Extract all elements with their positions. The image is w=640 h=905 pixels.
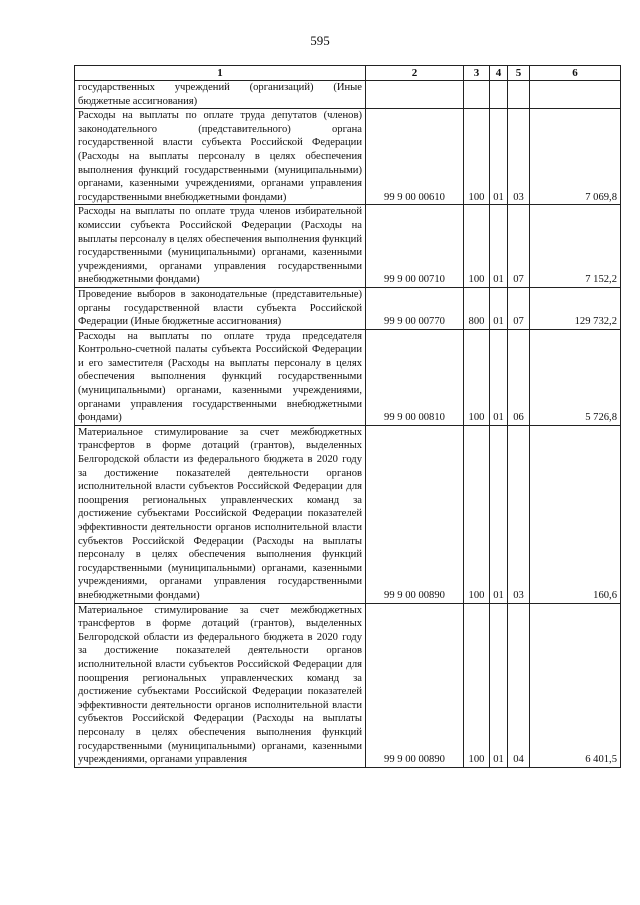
row-expense-type: 800 (464, 287, 490, 329)
column-header-4: 4 (490, 66, 508, 81)
row-section: 01 (490, 329, 508, 425)
budget-table (74, 65, 621, 768)
row-section: 01 (490, 603, 508, 767)
row-section (490, 81, 508, 109)
row-amount: 160,6 (530, 425, 621, 603)
row-subsection: 07 (508, 287, 530, 329)
row-expense-type: 100 (464, 329, 490, 425)
row-target-code: 99 9 00 00890 (366, 425, 464, 603)
row-section: 01 (490, 287, 508, 329)
table-row (75, 205, 621, 288)
row-target-code: 99 9 00 00810 (366, 329, 464, 425)
row-description: Расходы на выплаты по оплате труда председателя Контрольно-счетной палаты субъекта Российской Федерации и его заместителя (Расходы на выплаты персоналу в целях обеспечения выполнения функций государственными (муниципальными) органами, казенными учреждениями, органами управления государственными внебюджетными фондами) (75, 329, 366, 425)
table-row (75, 425, 621, 603)
row-amount (530, 81, 621, 109)
table-header-row (75, 66, 621, 81)
row-subsection: 04 (508, 603, 530, 767)
row-expense-type: 100 (464, 425, 490, 603)
table-row (75, 81, 621, 109)
row-amount: 7 152,2 (530, 205, 621, 288)
page-number: 595 (310, 33, 330, 48)
row-description: Материальное стимулирование за счет межбюджетных трансфертов в форме дотаций (грантов), выделенных Белгородской области из федерального бюджета в 2020 году за достижение показателей деятельности органов исполнительной власти субъектов Российской Федерации для поощрения региональных управленческих команд за достижение субъектами Российской Федерации показателей эффективности деятельности органов исполнительной власти субъектов Российской Федерации (Расходы на выплаты персоналу в целях обеспечения выполнения функций государственными (муниципальными) органами, казенными учреждениями, органами управления (75, 603, 366, 767)
row-subsection (508, 81, 530, 109)
column-header-5: 5 (508, 66, 530, 81)
row-expense-type: 100 (464, 205, 490, 288)
column-header-2: 2 (366, 66, 464, 81)
row-target-code: 99 9 00 00710 (366, 205, 464, 288)
row-description: Проведение выборов в законодательные (представительные) органы государственной власти субъекта Российской Федерации (Иные бюджетные ассигнования) (75, 287, 366, 329)
column-header-6: 6 (530, 66, 621, 81)
table-row (75, 603, 621, 767)
column-header-1: 1 (75, 66, 366, 81)
row-amount: 129 732,2 (530, 287, 621, 329)
row-subsection: 07 (508, 205, 530, 288)
row-subsection: 06 (508, 329, 530, 425)
row-section: 01 (490, 205, 508, 288)
column-header-3: 3 (464, 66, 490, 81)
table-row (75, 109, 621, 205)
row-subsection: 03 (508, 425, 530, 603)
row-description: Расходы на выплаты по оплате труда депутатов (членов) законодательного (представительного) органа государственной власти субъекта Российской Федерации (Расходы на выплаты персоналу в целях обеспечения выполнения функций государственными (муниципальными) органами, казенными учреждениями, органами управления государственными внебюджетными фондами) (75, 109, 366, 205)
row-expense-type: 100 (464, 603, 490, 767)
row-target-code: 99 9 00 00610 (366, 109, 464, 205)
row-description: Расходы на выплаты по оплате труда членов избирательной комиссии субъекта Российской Федерации (Расходы на выплаты персоналу в целях обеспечения выполнения функций государственными (муниципальными) органами, казенными учреждениями, органами управления государственными внебюджетными фондами) (75, 205, 366, 288)
row-expense-type (464, 81, 490, 109)
row-target-code (366, 81, 464, 109)
row-section: 01 (490, 425, 508, 603)
row-amount: 5 726,8 (530, 329, 621, 425)
row-amount: 6 401,5 (530, 603, 621, 767)
table-row (75, 329, 621, 425)
row-description: Материальное стимулирование за счет межбюджетных трансфертов в форме дотаций (грантов), выделенных Белгородской области из федерального бюджета в 2020 году за достижение показателей деятельности органов исполнительной власти субъектов Российской Федерации для поощрения региональных управленческих команд за достижение субъектами Российской Федерации показателей эффективности деятельности органов исполнительной власти субъектов Российской Федерации (Расходы на выплаты персоналу в целях обеспечения выполнения функций государственными (муниципальными) органами, казенными учреждениями, органами управления государственными внебюджетными фондами) (75, 425, 366, 603)
row-section: 01 (490, 109, 508, 205)
row-amount: 7 069,8 (530, 109, 621, 205)
table-row (75, 287, 621, 329)
row-description: государственных учреждений (организаций) (Иные бюджетные ассигнования) (75, 81, 366, 109)
row-target-code: 99 9 00 00770 (366, 287, 464, 329)
row-target-code: 99 9 00 00890 (366, 603, 464, 767)
row-subsection: 03 (508, 109, 530, 205)
row-expense-type: 100 (464, 109, 490, 205)
